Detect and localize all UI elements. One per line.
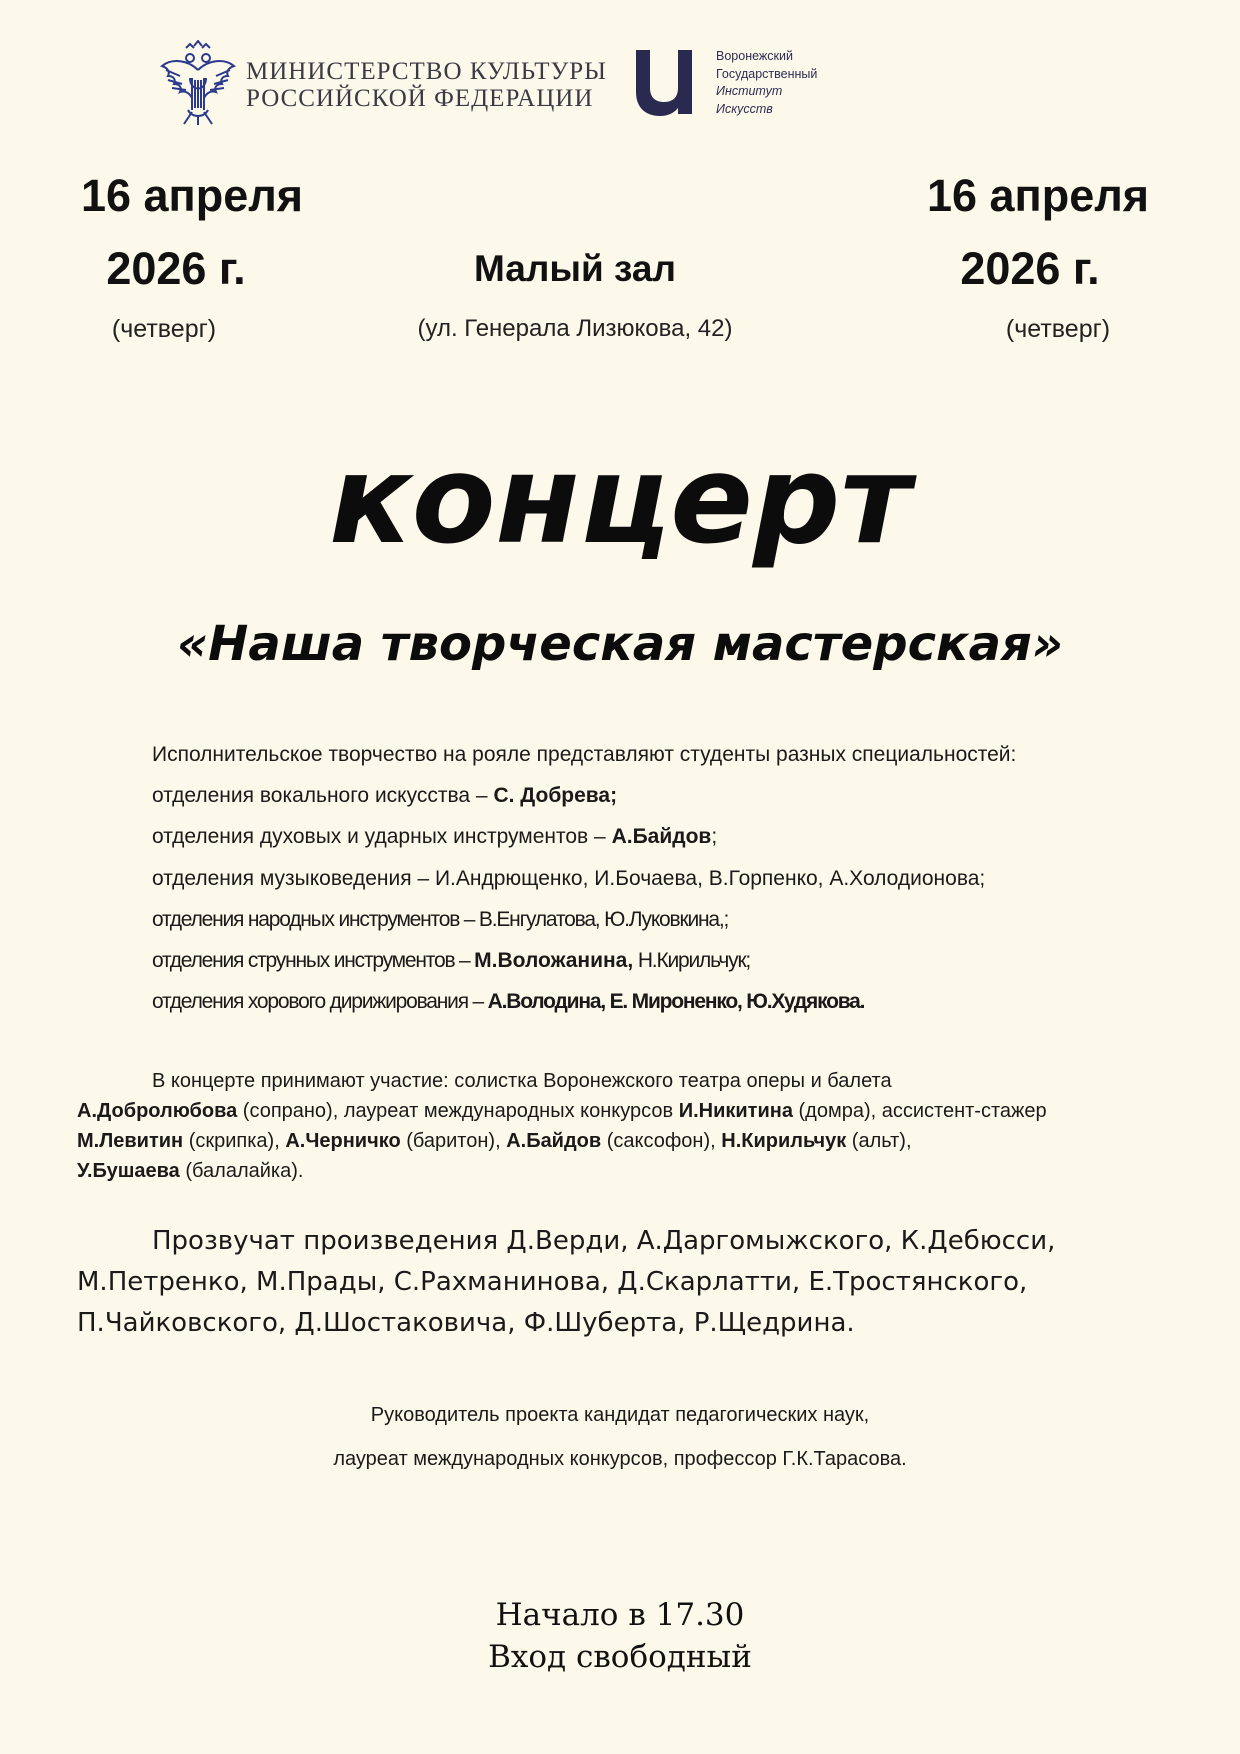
participants-text: (альт), [846,1130,912,1152]
ministry-line-2: РОССИЙСКОЙ ФЕДЕРАЦИИ [246,85,594,112]
performers-musicology: отделения музыковедения – И.Андрющенко, И.Бочаева, В.Горпенко, А.Холодионова; [152,866,986,890]
wind-dept: отделения духовых и ударных инструментов – [152,825,612,849]
ministry-name [246,58,607,112]
start-time: Начало в 17.30 [495,1597,745,1633]
institute-line-1: Воронежский [716,49,793,63]
participants-text: (сопрано), лауреат международных конкурсов [237,1100,679,1122]
performers-strings [152,940,1016,981]
institute-name [716,48,817,118]
left-date-day: 16 апреля [80,170,304,221]
participants-paragraph [77,1066,1117,1186]
leader-line-2: лауреат международных конкурсов, профессор Г.К.Тарасова. [333,1448,907,1470]
participants-text: (скрипка), [183,1130,286,1152]
participant-name: А.Добролюбова [77,1100,238,1122]
strings-other-names: Н.Кирильчук; [633,949,751,973]
wind-suffix: ; [711,825,718,849]
institute-logo-icon [632,50,696,116]
participant-name: А.Черничко [285,1130,401,1152]
participants-text: В концерте принимают участие: солистка Воронежского театра оперы и балета [152,1070,892,1092]
choral-dept: отделения хорового дирижирования – [152,990,488,1014]
ministry-line-1: МИНИСТЕРСТВО КУЛЬТУРЫ [246,58,607,85]
vocal-dept: отделения вокального искусства – [152,784,494,808]
performers-list [152,734,1016,1022]
right-date-weekday: (четверг) [1005,315,1111,343]
vocal-names: С. Добрева; [493,784,618,808]
performers-wind [152,816,1016,857]
concert-subtitle: «Наша творческая мастерская» [176,616,1064,672]
performers-intro: Исполнительское творчество на рояле представляют студенты разных специальностей: [152,743,1017,766]
choral-names: А.Володина, Е. Мироненко, Ю.Худякова. [487,990,865,1014]
concert-title: концерт [328,429,912,571]
participants-text: (домра), ассистент-стажер [792,1100,1047,1122]
strings-bold-names: М.Воложанина, [474,949,634,973]
institute-line-2: Государственный [716,66,818,81]
performers-folk: отделения народных инструментов – В.Енгулатова, Ю.Луковкина,; [152,907,729,931]
leader-line-1: Руководитель проекта кандидат педагогических наук, [370,1404,870,1426]
performers-choral [152,981,1016,1022]
participant-name: М.Левитин [77,1130,184,1152]
works-paragraph [77,1221,1157,1344]
participant-name: А.Байдов [506,1130,602,1152]
participant-name: И.Никитина [678,1100,793,1122]
venue-address: (ул. Генерала Лизюкова, 42) [417,315,733,342]
venue-hall: Малый зал [474,248,676,289]
strings-dept: отделения струнных инструментов – [152,949,475,973]
performers-vocal [152,775,1016,816]
right-date-day: 16 апреля [926,170,1150,221]
institute-line-4: Искусств [716,101,773,116]
left-date-weekday: (четверг) [111,315,217,343]
wind-names: А.Байдов [611,825,712,849]
participants-text: (баритон), [400,1130,507,1152]
institute-line-3: Институт [716,84,783,98]
free-entry: Вход свободный [488,1639,752,1675]
right-date-year: 2026 г. [960,243,1100,294]
participants-text: (саксофон), [601,1130,722,1152]
ministry-emblem-icon [158,40,238,126]
footer [0,1594,1240,1678]
participant-name: Н.Кирильчук [721,1130,847,1152]
participant-name: У.Бушаева [77,1160,180,1182]
left-date-year: 2026 г. [106,243,246,294]
works-text: Прозвучат произведения Д.Верди, А.Даргомыжского, К.Дебюсси, М.Петренко, М.Прады, С.Рахманинова, Д.Скарлатти, Е.Тростянского, П.Чайковского, Д.Шостаковича, Ф.Шуберта, Р.Щедрина. [77,1226,1056,1338]
participants-text: (балалайка). [179,1160,304,1182]
